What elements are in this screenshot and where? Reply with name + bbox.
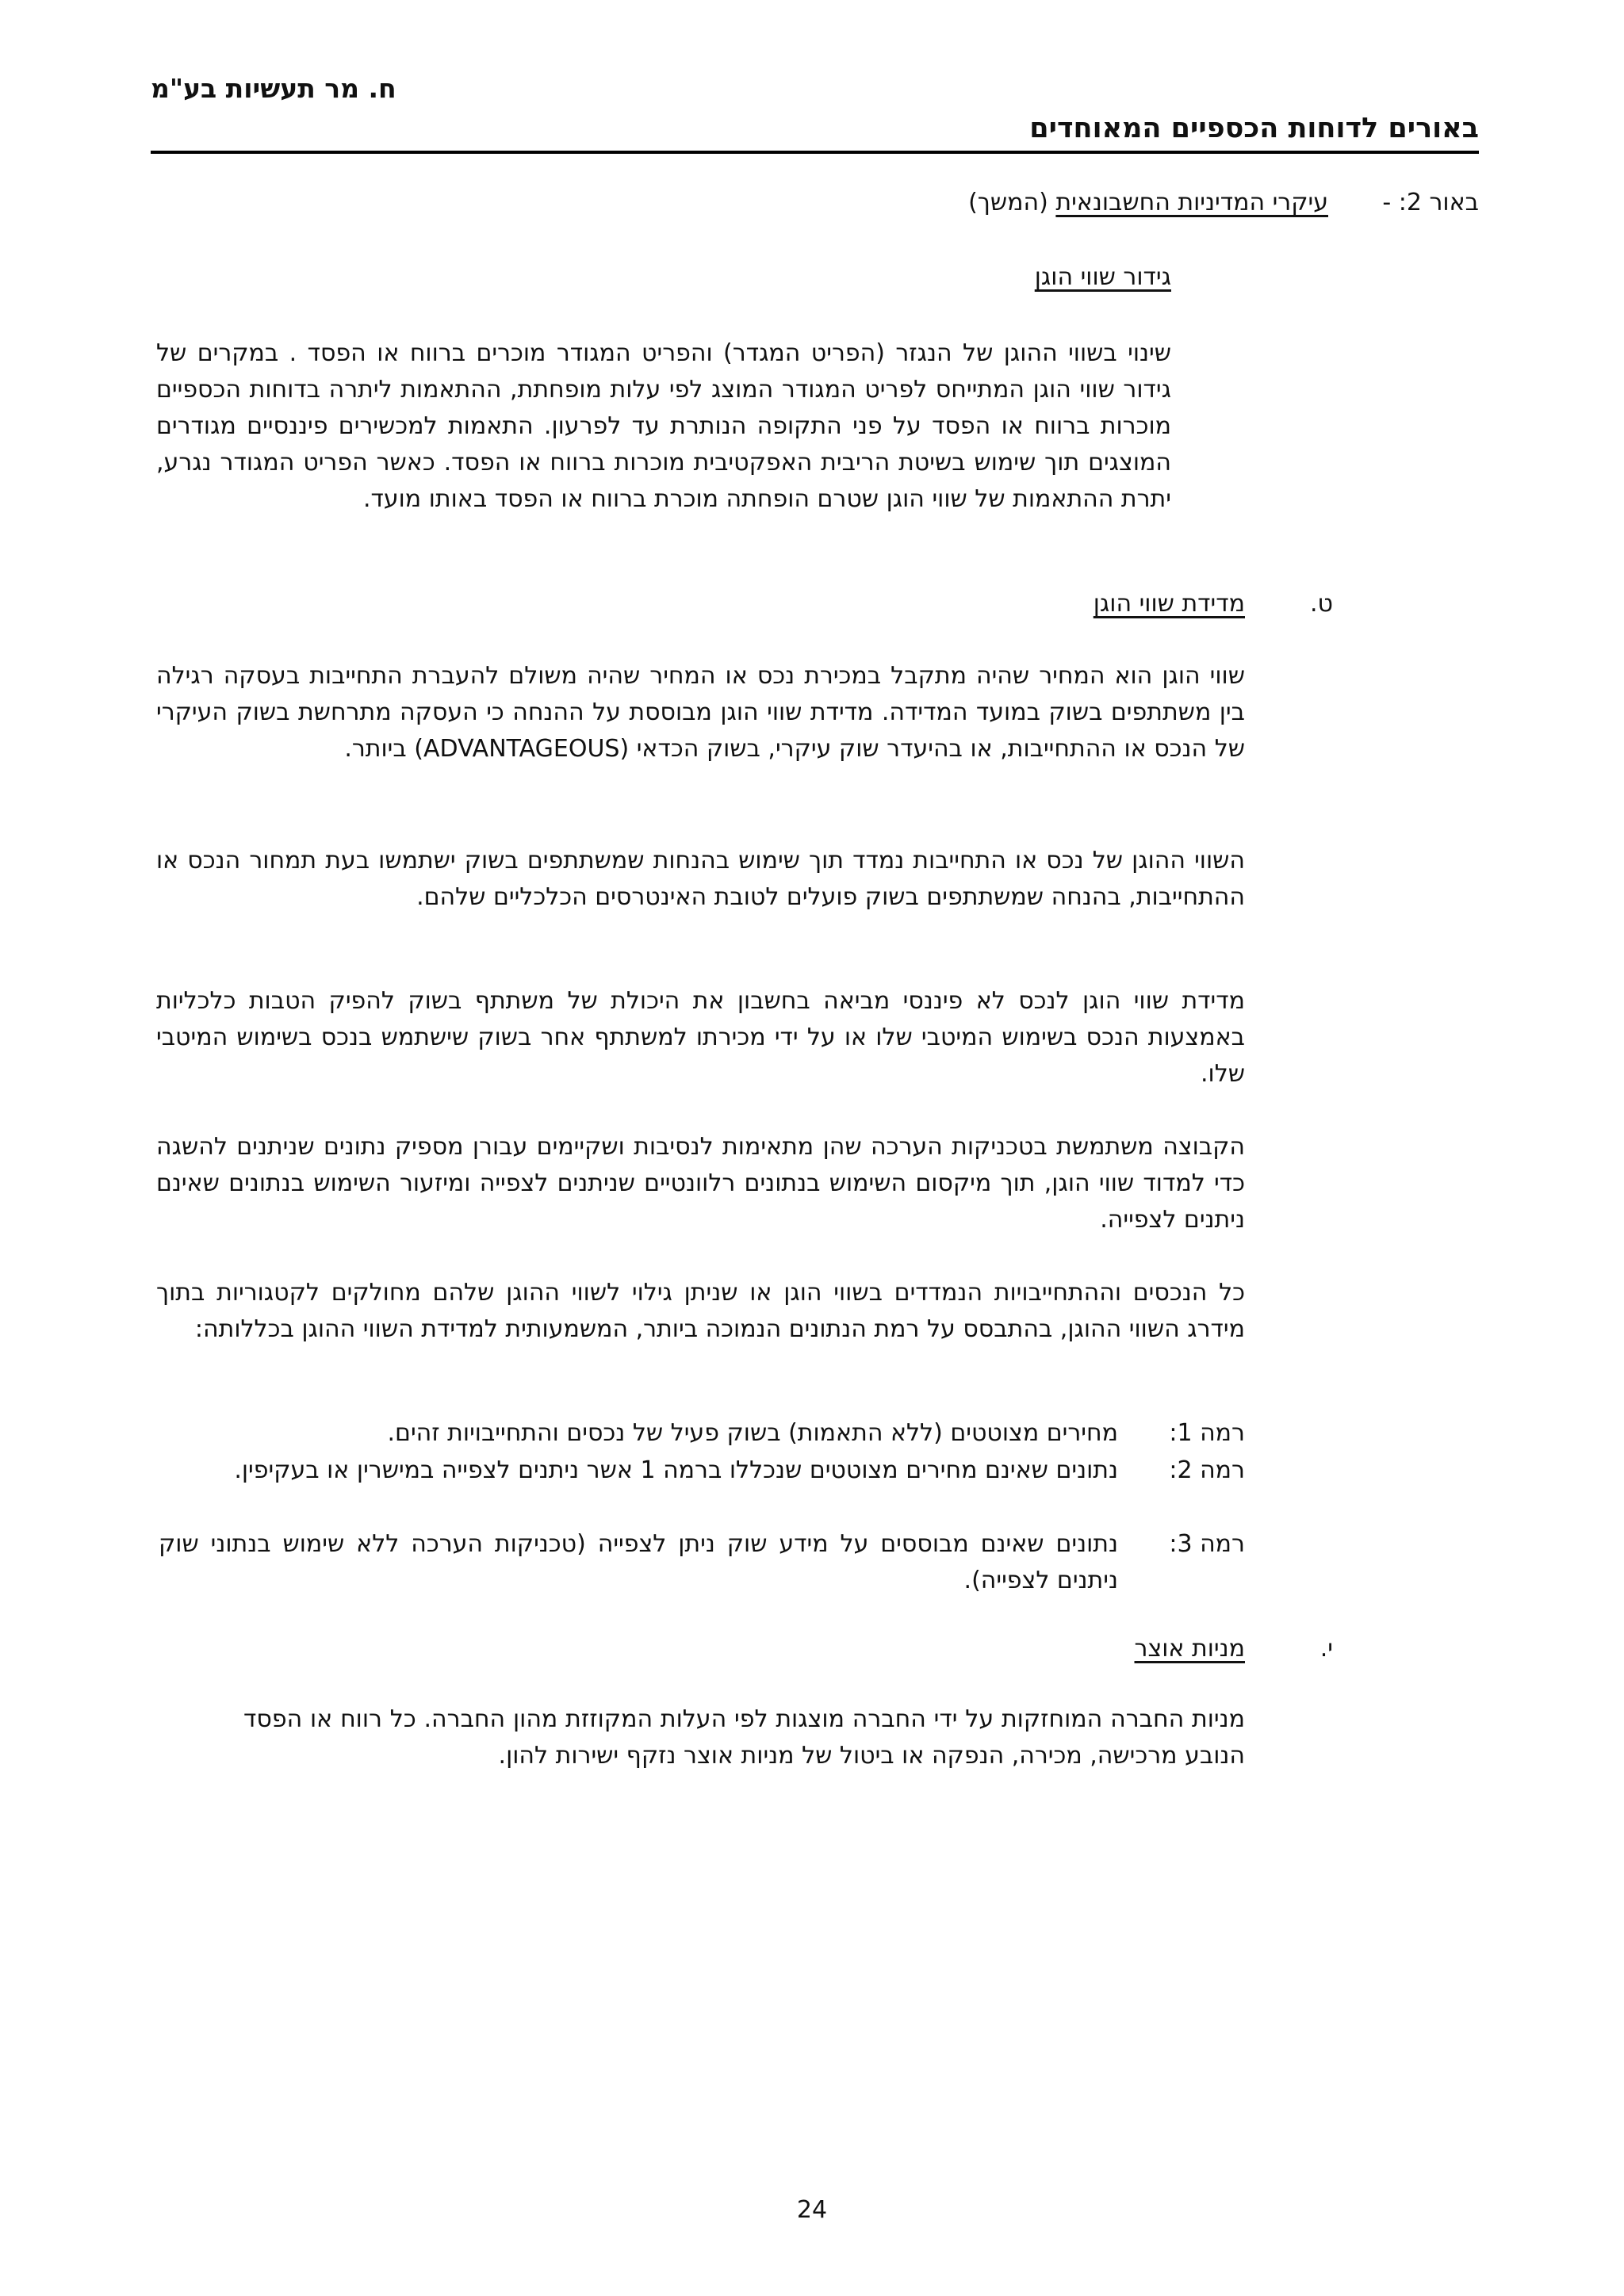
page-number: 24 [796, 2196, 828, 2224]
hedge-paragraph: שינוי בשווי ההוגן של הנגזר (הפריט המגדר) והפריט המגודר מוכרים ברווח או הפסד . במקרים של גידור שווי הוגן המתייחס לפריט המגודר המוצג לפי עלות מופחתת, ההתאמות ליתרה בדוחות הכספיים מוכרות ברווח או הפסד על פני התקופה הנותרת עד לפרעון. התאמות למכשירים פיננסיים מגודרים המוצגים תוך שימוש בשיטת הריבית האפקטיבית מוכרות ברווח או הפסד. כאשר הפריט המגודר נגרע, יתרת ההתאמות של שווי הוגן שטרם הופחתה מוכרת ברווח או הפסד באותו מועד. [156, 339, 1171, 513]
hedge-section-title: גידור שווי הוגן [1034, 263, 1171, 291]
section-y-letter: י. [1320, 1635, 1333, 1663]
section-t-title: מדידת שווי הוגן [1093, 590, 1245, 618]
section-y-paragraph: מניות החברה המוחזקות על ידי החברה מוצגות לפי העלות המקוזזת מהון החברה. כל רווח או הפסד הנובע מרכישה, מכירה, הנפקה או ביטול של מניות אוצר נזקף ישירות להון. [243, 1705, 1245, 1770]
level-label: רמה 1: [1169, 1419, 1245, 1447]
section-t-paragraph-3: מדידת שווי הוגן לנכס לא פיננסי מביאה בחשבון את היכולת של משתתף בשוק להפיק הטבות כלכליות באמצעות הנכס בשימוש המיטבי שלו או על ידי מכירתו למשתתף אחר בשוק שישתמש בנכס בשימוש המיטבי שלו. [156, 987, 1245, 1088]
section-t-paragraph-1: שווי הוגן הוא המחיר שהיה מתקבל במכירת נכס או המחיר שהיה משולם להעברת התחייבות בעסקה רגילה בין משתתפים בשוק במועד המדידה. מדידת שווי הוגן מבוססת על ההנחה כי העסקה מתרחשת בשוק העיקרי של הנכס או ההתחייבות, או בהיעדר שוק עיקרי, בשוק הכדאי (ADVANTAGEOUS) ביותר. [156, 662, 1245, 763]
header-divider [151, 151, 1479, 154]
section-t-paragraph-2: השווי ההוגן של נכס או התחייבות נמדד תוך שימוש בהנחות שמשתתפים בשוק ישתמשו בעת תמחור הנכס או ההתחייבות, בהנחה שמשתתפים בשוק פועלים לטובת האינטרסים הכלכליים שלהם. [156, 847, 1245, 911]
company-name: ח. מר תעשיות בע"מ [151, 73, 396, 104]
level-text: נתונים שאינם מחירים מצוטטים שנכללו ברמה 1 אשר ניתנים לצפייה במישרין או בעקיפין. [234, 1456, 1118, 1484]
level-text: נתונים שאינם מבוססים על מידע שוק ניתן לצפייה (טכניקות הערכה ללא שימוש בנתוני שוק ניתנים לצפייה). [159, 1530, 1118, 1594]
note-title [968, 189, 1328, 216]
note-title-text: עיקרי המדיניות החשבונאית [1055, 189, 1328, 216]
level-label: רמה 2: [1169, 1456, 1245, 1484]
level-label: רמה 3: [1169, 1530, 1245, 1558]
note-continued: (המשך) [968, 189, 1048, 216]
header-title: באורים לדוחות הכספיים המאוחדים [1029, 113, 1479, 144]
section-y-title: מניות אוצר [1134, 1635, 1245, 1663]
level-row [159, 1415, 1245, 1452]
section-t-paragraph-5: כל הנכסים וההתחייבויות הנמדדים בשווי הוגן או שניתן גילוי לשווי ההוגן שלהם מחולקים לקטגוריות בתוך מידרג השווי ההוגן, בהתבסס על רמת הנתונים הנמוכה ביותר, המשמעותית למדידת השווי ההוגן בכללותה: [156, 1279, 1245, 1343]
level-row [159, 1452, 1245, 1525]
level-text: מחירים מצוטטים (ללא התאמות) בשוק פעיל של נכסים והתחייבויות זהים. [387, 1419, 1118, 1447]
note-label: באור 2: - [1382, 189, 1479, 216]
section-t-letter: ט. [1310, 590, 1333, 618]
section-t-paragraph-4: הקבוצה משתמשת בטכניקות הערכה שהן מתאימות לנסיבות ושקיימים עבורן מספיק נתונים שניתנים להשגה כדי למדוד שווי הוגן, תוך מיקסום השימוש בנתונים רלוונטיים שניתנים לצפייה ומיזעור השימוש בנתונים שאינם ניתנים לצפייה. [156, 1133, 1245, 1234]
level-row [159, 1526, 1245, 1599]
